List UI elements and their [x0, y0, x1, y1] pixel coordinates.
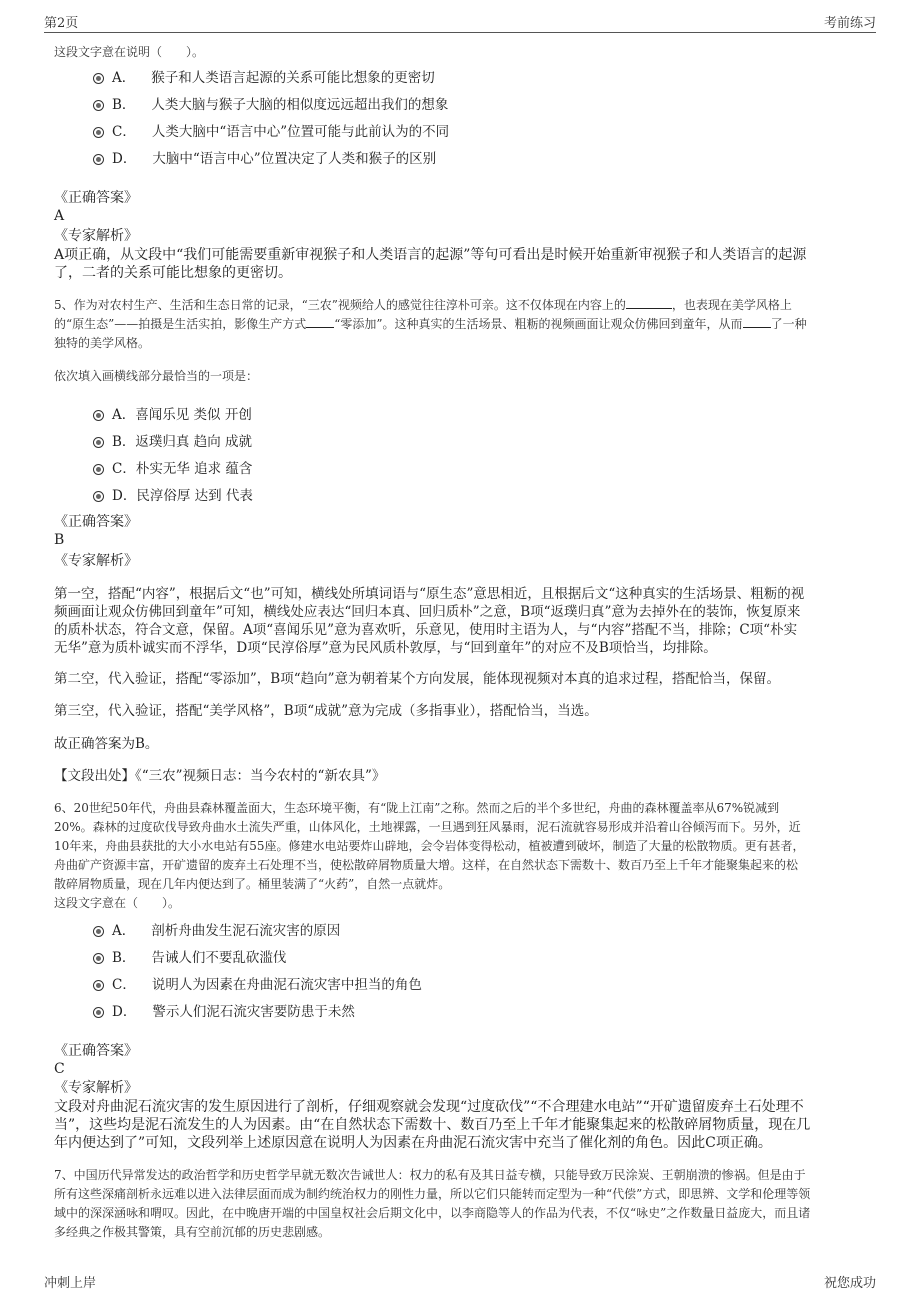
- radio-icon[interactable]: [93, 953, 104, 964]
- q6-analysis-line: 文段对舟曲泥石流灾害的发生原因进行了剖析，仔细观察就会发现“过度砍伐”“不合理建水电站”“开矿遗留废弃土石处理不: [54, 1099, 804, 1115]
- q4-analysis-label: 《专家解析》: [54, 228, 138, 244]
- q6-option-a[interactable]: A． 剖析舟曲发生泥石流灾害的原因: [93, 919, 340, 939]
- q4-analysis-line: A项正确，从文段中“我们可能需要重新审视猴子和人类语言的起源”等句可看出是时候开始重新审视猴子和人类语言的起源: [54, 247, 807, 263]
- fill-blank: [626, 308, 672, 309]
- radio-icon[interactable]: [93, 154, 104, 165]
- radio-icon[interactable]: [93, 491, 104, 502]
- radio-icon[interactable]: [93, 464, 104, 475]
- q6-stem-line: 舟曲矿产资源丰富，开矿遗留的废弃土石处理不当，使松散碎屑物质量大增。这样，在自然状态下需数十、数百乃至上千年才能聚集起来的松: [54, 858, 799, 872]
- q5-answer: B: [54, 532, 65, 548]
- q5-stem-line-3: 独特的美学风格。: [54, 336, 151, 350]
- q5-prompt: 依次填入画横线部分最恰当的一项是：: [54, 369, 259, 383]
- radio-icon[interactable]: [93, 410, 104, 421]
- radio-icon[interactable]: [93, 1007, 104, 1018]
- q6-option-d[interactable]: D． 警示人们泥石流灾害要防患于未然: [93, 1000, 355, 1020]
- q6-analysis-line: 年内便达到了”可知，文段列举上述原因意在说明人为因素在舟曲泥石流灾害中充当了催化剂的角色。因此C项正确。: [54, 1135, 772, 1151]
- q6-answer-label: 《正确答案》: [54, 1043, 138, 1059]
- q4-analysis-line: 了，二者的关系可能比想象的更密切。: [54, 265, 292, 281]
- radio-icon[interactable]: [93, 127, 104, 138]
- q6-stem-line: 20%。森林的过度砍伐导致舟曲水土流失严重，山体风化，土地裸露，一旦遇到狂风暴雨，泥石流就容易形成并沿着山谷倾泻而下。另外，近: [54, 820, 801, 834]
- q5-answer-label: 《正确答案》: [54, 514, 138, 530]
- q6-stem-line: 10年来，舟曲县获批的大小水电站有55座。修建水电站要炸山辟地，会令岩体变得松动，植被遭到破坏，制造了大量的松散物质。更有甚者，: [54, 839, 805, 853]
- q5-source: 【文段出处】《“三农”视频日志：当今农村的“新农具”》: [54, 768, 386, 784]
- q7-stem-line: 域中的深深涵咏和喟叹。因此，在中晚唐开端的中国皇权社会后期文化中，以李商隐等人的作品为代表，不仅“咏史”之作数量日益庞大，而且诸: [54, 1206, 811, 1220]
- q7-stem-line: 多经典之作极其警策，具有空前沉郁的历史悲剧感。: [54, 1225, 331, 1239]
- footer-right: 祝您成功: [823, 1276, 876, 1291]
- q6-option-c[interactable]: C． 说明人为因素在舟曲泥石流灾害中担当的角色: [93, 973, 422, 993]
- q6-analysis-line: 当”，这些均是泥石流发生的人为因素。由“在自然状态下需数十、数百乃至上千年才能聚集起来的松散碎屑物质量，现在几: [54, 1117, 811, 1133]
- q5-stem-line-1: 5、作为对农村生产、生活和生态日常的记录，“三农”视频给人的感觉往往淳朴可亲。这不仅体现在内容上的 ，也表现在美学风格上: [54, 298, 792, 312]
- q5-option-c[interactable]: C．朴实无华 追求 蕴含: [93, 457, 252, 477]
- radio-icon[interactable]: [93, 100, 104, 111]
- footer-left: 冲刺上岸: [44, 1276, 97, 1291]
- radio-icon[interactable]: [93, 926, 104, 937]
- q5-analysis-para-3: 第三空，代入验证，搭配“美学风格”，B项“成就”意为完成（多指事业），搭配恰当，当选。: [54, 703, 598, 719]
- q6-option-b[interactable]: B． 告诫人们不要乱砍滥伐: [93, 946, 286, 966]
- fill-blank: [306, 327, 334, 328]
- q4-option-c[interactable]: C． 人类大脑中“语言中心”位置可能与此前认为的不同: [93, 120, 449, 140]
- q4-answer-label: 《正确答案》: [54, 190, 138, 206]
- q5-analysis-line: 频画面让观众仿佛回到童年”可知，横线处应表达“回归本真、回归质朴”之意，B项“返璞归真”意为去掉外在的装饰，恢复原来: [54, 604, 801, 620]
- q7-stem-line: 所有这些深痛剖析永远难以进入法律层面而成为制约统治权力的刚性力量，所以它们只能转而定型为一种“代偿”方式，即思辨、文学和伦理等领: [54, 1187, 811, 1201]
- q6-stem: 这段文字意在（ ）。: [54, 896, 181, 910]
- fill-blank: [743, 327, 771, 328]
- header-title: 考前练习: [823, 16, 876, 31]
- q6-answer: C: [54, 1061, 65, 1077]
- q7-stem-line: 7、中国历代异常发达的政治哲学和历史哲学早就无数次告诫世人：权力的私有及其日益专横，只能导致万民涂炭、王朝崩溃的惨祸。但是由于: [54, 1168, 806, 1182]
- q5-analysis-line: 无华”意为质朴诚实而不浮华，D项“民淳俗厚”意为民风质朴敦厚，与“回到童年”的对应不及B项恰当，均排除。: [54, 640, 717, 656]
- q6-stem-line: 散碎屑物质量，现在几年内便达到了。桶里装满了“火药”，自然一点就炸。: [54, 877, 451, 891]
- q4-option-d[interactable]: D． 大脑中“语言中心”位置决定了人类和猴子的区别: [93, 147, 436, 167]
- q5-analysis-line: 第一空，搭配“内容”，根据后文“也”可知，横线处所填词语与“原生态”意思相近，且根据后文“这种真实的生活场景、粗粝的视: [54, 586, 805, 602]
- q4-option-b[interactable]: B． 人类大脑与猴子大脑的相似度远远超出我们的想象: [93, 93, 448, 113]
- q5-stem-line-2: 的“原生态”——拍摄是生活实拍，影像生产方式 “零添加”。这种真实的生活场景、粗粝的视频画面让观众仿佛回到童年，从而 了一种: [54, 317, 807, 331]
- q5-analysis-line: 的质朴状态，符合文意，保留。A项“喜闻乐见”意为喜欢听，乐意见，使用时主语为人，与“内容”搭配不当，排除；C项“朴实: [54, 622, 798, 638]
- radio-icon[interactable]: [93, 980, 104, 991]
- q4-stem: 这段文字意在说明（ ）。: [54, 45, 205, 59]
- q4-option-a[interactable]: A． 猴子和人类语言起源的关系可能比想象的更密切: [93, 66, 435, 86]
- page-number: 第2页: [44, 16, 79, 31]
- q5-analysis-label: 《专家解析》: [54, 553, 138, 569]
- q6-analysis-label: 《专家解析》: [54, 1080, 138, 1096]
- page-header: [44, 12, 876, 33]
- radio-icon[interactable]: [93, 73, 104, 84]
- q5-analysis-para-4: 故正确答案为B。: [54, 736, 159, 752]
- radio-icon[interactable]: [93, 437, 104, 448]
- q6-stem-line: 6、20世纪50年代，舟曲县森林覆盖面大，生态环境平衡，有“陇上江南”之称。然而之后的半个多世纪，舟曲的森林覆盖率从67%锐减到: [54, 801, 780, 815]
- q4-answer: A: [54, 208, 65, 224]
- q5-analysis-para-2: 第二空，代入验证，搭配“零添加”，B项“趋向”意为朝着某个方向发展，能体现视频对本真的追求过程，搭配恰当，保留。: [54, 671, 781, 687]
- q5-option-b[interactable]: B．返璞归真 趋向 成就: [93, 430, 252, 450]
- q5-option-d[interactable]: D．民淳俗厚 达到 代表: [93, 484, 253, 504]
- q5-option-a[interactable]: A．喜闻乐见 类似 开创: [93, 403, 252, 423]
